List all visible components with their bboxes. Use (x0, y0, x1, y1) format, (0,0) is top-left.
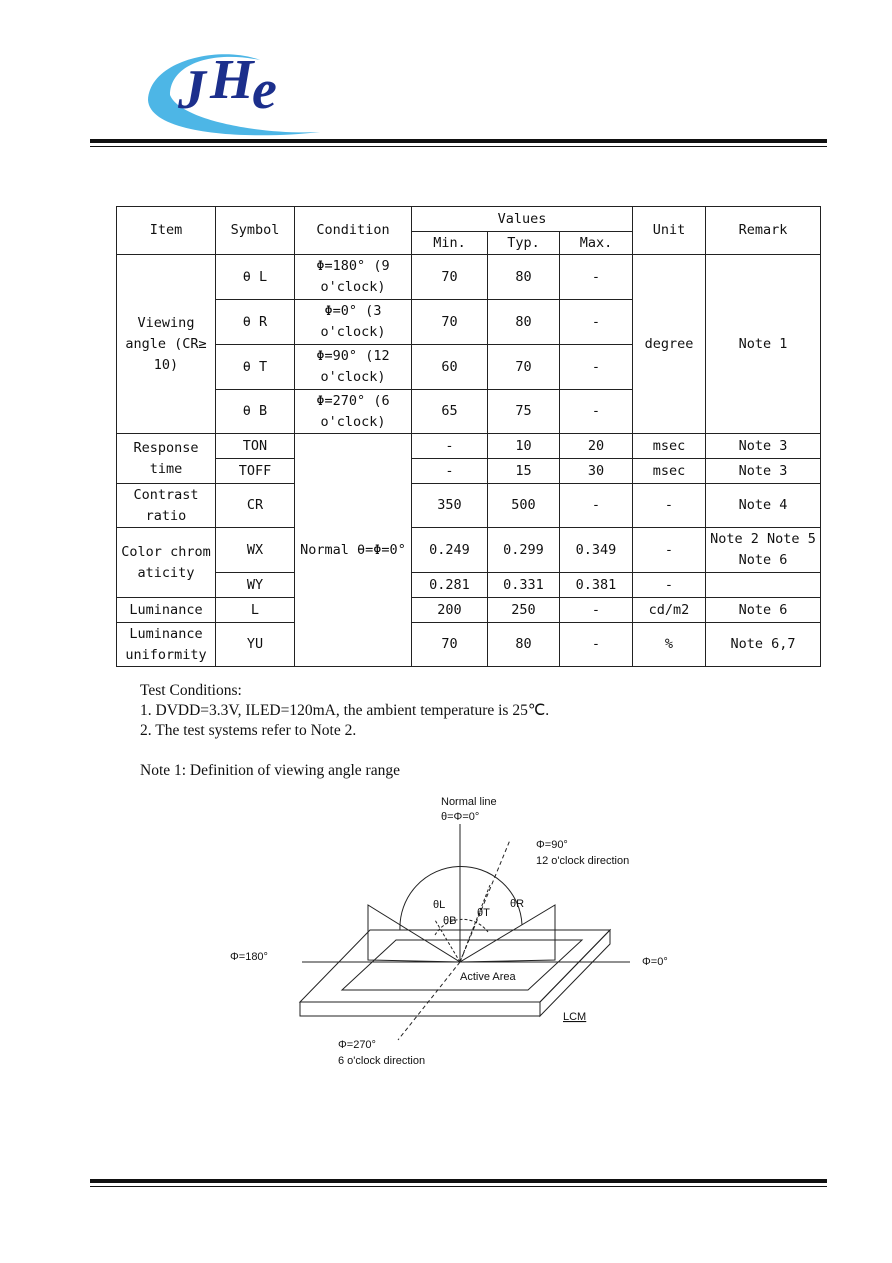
max-cell: 0.381 (560, 573, 633, 598)
typ-cell: 15 (488, 459, 560, 484)
viewing-angle-item: Viewing angle (CR≥ 10) (117, 255, 216, 434)
typ-cell: 80 (488, 623, 560, 667)
chroma-remark: Note 2 Note 5 Note 6 (706, 528, 821, 573)
max-cell: - (560, 623, 633, 667)
typ-cell: 0.299 (488, 528, 560, 573)
header-values: Values (412, 207, 633, 232)
unit-cell: - (633, 573, 706, 598)
phi90-axis (460, 840, 510, 962)
jhe-logo (140, 40, 330, 140)
theta-b-label: θB (443, 915, 457, 927)
remark-cell: Note 4 (706, 484, 821, 528)
clock6-label: 6 o'clock direction (338, 1055, 426, 1067)
condition-cell: Φ=90° (12 o'clock) (295, 345, 412, 390)
min-cell: 65 (412, 390, 488, 434)
table-row (117, 528, 821, 573)
clock12-label: 12 o'clock direction (536, 855, 630, 867)
contrast-ratio-item: Contrast ratio (117, 484, 216, 528)
max-cell: - (560, 345, 633, 390)
max-cell: - (560, 390, 633, 434)
test-conditions-heading: Test Conditions: (140, 682, 242, 699)
normal-condition-cell: Normal θ=Φ=0° (295, 434, 412, 667)
header-unit: Unit (633, 207, 706, 255)
table-row (117, 484, 821, 528)
typ-cell: 80 (488, 300, 560, 345)
min-cell: 60 (412, 345, 488, 390)
symbol-cell: θ T (216, 345, 295, 390)
luminance-item: Luminance (117, 598, 216, 623)
table-row (117, 459, 821, 484)
min-cell: 70 (412, 623, 488, 667)
min-cell: 350 (412, 484, 488, 528)
table-row (117, 598, 821, 623)
table-row (117, 623, 821, 667)
symbol-cell: CR (216, 484, 295, 528)
header-item: Item (117, 207, 216, 255)
symbol-cell: YU (216, 623, 295, 667)
max-cell: 30 (560, 459, 633, 484)
normal-line-label: Normal line (441, 796, 497, 808)
theta-l-label: θL (433, 899, 446, 911)
svg-text:e: e (252, 59, 277, 121)
unit-cell: msec (633, 459, 706, 484)
table-row (117, 255, 821, 300)
header-rule-thick (90, 139, 827, 143)
remark-cell: Note 6,7 (706, 623, 821, 667)
phi180-label: Φ=180° (230, 951, 268, 963)
typ-cell: 75 (488, 390, 560, 434)
typ-cell: 70 (488, 345, 560, 390)
remark-cell-empty (706, 573, 821, 598)
symbol-cell: θ R (216, 300, 295, 345)
symbol-cell: TON (216, 434, 295, 459)
min-cell: 0.249 (412, 528, 488, 573)
theta-t-label: θT (477, 907, 490, 919)
header-typ: Typ. (488, 232, 560, 255)
min-cell: - (412, 459, 488, 484)
table-row (117, 573, 821, 598)
header-max: Max. (560, 232, 633, 255)
phi0-label: Φ=0° (642, 956, 668, 968)
max-cell: - (560, 484, 633, 528)
chromaticity-item: Color chromaticity (117, 528, 216, 598)
min-cell: - (412, 434, 488, 459)
viewing-remark: Note 1 (706, 255, 821, 434)
unit-cell: msec (633, 434, 706, 459)
max-cell: - (560, 255, 633, 300)
svg-text:H: H (210, 49, 254, 111)
right-view-plane (460, 905, 555, 962)
footer-rule-thick (90, 1179, 827, 1183)
lcm-label: LCM (563, 1011, 587, 1023)
remark-cell: Note 6 (706, 598, 821, 623)
active-area-label: Active Area (460, 971, 516, 983)
typ-cell: 500 (488, 484, 560, 528)
max-cell: - (560, 300, 633, 345)
max-cell: 20 (560, 434, 633, 459)
typ-cell: 250 (488, 598, 560, 623)
svg-text:J: J (178, 59, 206, 121)
optical-spec-table (116, 206, 821, 667)
min-cell: 70 (412, 255, 488, 300)
response-time-item: Response time (117, 434, 216, 484)
condition-cell: Φ=180° (9 o'clock) (295, 255, 412, 300)
phi270-axis (398, 962, 460, 1040)
luminance-uniformity-item: Luminance uniformity (117, 623, 216, 667)
condition-cell: Φ=0° (3 o'clock) (295, 300, 412, 345)
min-cell: 70 (412, 300, 488, 345)
symbol-cell: θ B (216, 390, 295, 434)
note1-title: Note 1: Definition of viewing angle range (140, 762, 400, 779)
normal-theta-label: θ=Φ=0° (441, 811, 480, 823)
header-symbol: Symbol (216, 207, 295, 255)
lcm-front-face (300, 1002, 540, 1016)
max-cell: 0.349 (560, 528, 633, 573)
symbol-cell: WY (216, 573, 295, 598)
unit-cell: % (633, 623, 706, 667)
theta-arc-lr (400, 866, 525, 930)
viewing-angle-diagram (210, 790, 690, 1080)
viewing-unit: degree (633, 255, 706, 434)
symbol-cell: L (216, 598, 295, 623)
condition-cell: Φ=270° (6 o'clock) (295, 390, 412, 434)
remark-cell: Note 3 (706, 459, 821, 484)
theta-r-label: θR (510, 898, 525, 910)
lcm-side-face (540, 930, 610, 1016)
symbol-cell: TOFF (216, 459, 295, 484)
theta-t-ray (460, 885, 490, 962)
remark-cell: Note 3 (706, 434, 821, 459)
phi90-label: Φ=90° (536, 839, 568, 851)
typ-cell: 0.331 (488, 573, 560, 598)
footer-rule-thin (90, 1186, 827, 1187)
min-cell: 200 (412, 598, 488, 623)
header-rule-thin (90, 146, 827, 147)
max-cell: - (560, 598, 633, 623)
unit-cell: - (633, 528, 706, 573)
unit-cell: - (633, 484, 706, 528)
unit-cell: cd/m2 (633, 598, 706, 623)
header-remark: Remark (706, 207, 821, 255)
table-row (117, 434, 821, 459)
phi270-label: Φ=270° (338, 1039, 376, 1051)
symbol-cell: θ L (216, 255, 295, 300)
typ-cell: 80 (488, 255, 560, 300)
test-condition-line-2: 2. The test systems refer to Note 2. (140, 722, 357, 739)
typ-cell: 10 (488, 434, 560, 459)
header-min: Min. (412, 232, 488, 255)
header-condition: Condition (295, 207, 412, 255)
symbol-cell: WX (216, 528, 295, 573)
test-condition-line-1: 1. DVDD=3.3V, ILED=120mA, the ambient temperature is 25℃. (140, 702, 550, 719)
min-cell: 0.281 (412, 573, 488, 598)
